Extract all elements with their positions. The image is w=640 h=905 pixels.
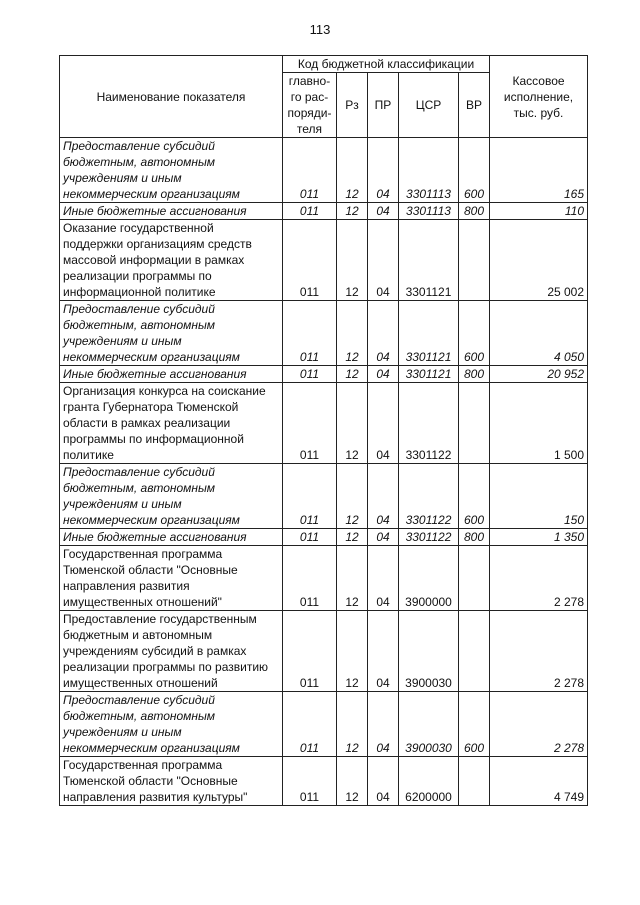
cell-amount: 110 [490,203,588,220]
row-name [60,138,283,203]
cell-csr: 3900030 [399,611,459,692]
row-name-line: имущественных отношений" [63,595,222,609]
header-amount [490,56,588,138]
table-row [60,301,588,366]
cell-grbs: 011 [283,220,337,301]
table-row [60,529,588,546]
table-row [60,546,588,611]
row-name-line: направления развития [63,579,190,593]
cell-amount: 2 278 [490,611,588,692]
cell-csr: 3301121 [399,366,459,383]
row-name-line: реализации программы по развитию [63,660,269,674]
row-name [60,203,283,220]
cell-pr: 04 [368,611,399,692]
cell-csr: 3900030 [399,692,459,757]
cell-amount: 150 [490,464,588,529]
row-name-line: реализации программы по [63,269,212,283]
header-amount-line: исполнение, [503,89,574,104]
row-name [60,692,283,757]
table-row [60,692,588,757]
cell-vr: 600 [459,138,490,203]
cell-rz: 12 [337,692,368,757]
row-name [60,301,283,366]
cell-vr: 600 [459,301,490,366]
cell-pr: 04 [368,366,399,383]
row-name-line: учреждениям и иным [63,334,182,348]
row-name-line: бюджетным, автономным [63,481,216,495]
row-name-line: Предоставление государственным [63,612,257,626]
row-name [60,529,283,546]
cell-rz: 12 [337,220,368,301]
header-name: Наименование показателя [60,56,283,138]
cell-vr [459,546,490,611]
cell-pr: 04 [368,383,399,464]
cell-pr: 04 [368,692,399,757]
row-name-line: некоммерческим организациям [63,513,240,527]
row-name-line: учреждениям и иным [63,497,182,511]
row-name-line: гранта Губернатора Тюменской [63,400,239,414]
row-name-line: программы по информационной [63,432,244,446]
row-name [60,611,283,692]
cell-csr: 3301122 [399,464,459,529]
row-name-line: некоммерческим организациям [63,350,240,364]
cell-pr: 04 [368,138,399,203]
cell-pr: 04 [368,529,399,546]
row-name-line: области в рамках реализации [63,416,231,430]
row-name-line: учреждениям субсидий в рамках [63,644,247,658]
row-name-line: некоммерческим организациям [63,187,240,201]
row-name-line: массовой информации в рамках [63,253,245,267]
header-vr: ВР [459,73,490,138]
cell-pr: 04 [368,301,399,366]
table-row [60,464,588,529]
row-name-line: учреждениям и иным [63,171,182,185]
cell-rz: 12 [337,138,368,203]
cell-amount: 4 749 [490,757,588,806]
row-name-line: направления развития культуры" [63,790,248,804]
header-classification-group: Код бюджетной классификации [283,56,490,73]
header-rz: Рз [337,73,368,138]
cell-grbs: 011 [283,138,337,203]
row-name-line: политике [63,448,114,462]
table-row [60,611,588,692]
cell-vr: 600 [459,464,490,529]
table-row [60,138,588,203]
header-grbs-line: го рас- [290,90,329,104]
cell-grbs: 011 [283,611,337,692]
cell-grbs: 011 [283,366,337,383]
row-name-line: Тюменской области "Основные [63,563,238,577]
cell-amount: 2 278 [490,692,588,757]
cell-grbs: 011 [283,529,337,546]
row-name-line: Иные бюджетные ассигнования [63,367,247,381]
cell-vr [459,220,490,301]
cell-csr: 3301121 [399,301,459,366]
table-row [60,383,588,464]
header-amount-line: Кассовое [512,73,565,88]
row-name-line: поддержки организациям средств [63,237,252,251]
cell-grbs: 011 [283,203,337,220]
cell-grbs: 011 [283,692,337,757]
table-row [60,366,588,383]
row-name-line: учреждениям и иным [63,725,182,739]
row-name-line: некоммерческим организациям [63,741,240,755]
header-grbs-line: главно- [288,74,331,88]
table-header [60,56,588,138]
table-row [60,757,588,806]
row-name-line: Иные бюджетные ассигнования [63,204,247,218]
row-name-line: бюджетным, автономным [63,709,216,723]
cell-csr: 3900000 [399,546,459,611]
header-grbs [283,73,337,138]
row-name [60,220,283,301]
row-name-line: бюджетным, автономным [63,155,216,169]
page-number: 113 [309,22,331,37]
row-name-line: Предоставление субсидий [63,465,215,479]
cell-vr [459,383,490,464]
cell-grbs: 011 [283,546,337,611]
cell-rz: 12 [337,757,368,806]
cell-amount: 165 [490,138,588,203]
row-name-line: Государственная программа [63,758,223,772]
row-name-line: Оказание государственной [63,221,214,235]
row-name [60,546,283,611]
cell-vr: 800 [459,366,490,383]
cell-vr [459,757,490,806]
cell-vr: 600 [459,692,490,757]
cell-rz: 12 [337,203,368,220]
cell-pr: 04 [368,464,399,529]
row-name-line: Предоставление субсидий [63,693,215,707]
row-name-line: Предоставление субсидий [63,302,215,316]
cell-csr: 3301121 [399,220,459,301]
header-grbs-line: поряди- [287,106,332,120]
row-name [60,464,283,529]
header-grbs-line: теля [296,122,323,136]
cell-grbs: 011 [283,757,337,806]
cell-grbs: 011 [283,301,337,366]
cell-rz: 12 [337,464,368,529]
cell-csr: 3301113 [399,203,459,220]
cell-csr: 3301122 [399,529,459,546]
row-name [60,383,283,464]
cell-rz: 12 [337,529,368,546]
cell-rz: 12 [337,383,368,464]
cell-amount: 2 278 [490,546,588,611]
row-name-line: информационной политике [63,285,216,299]
row-name-line: Иные бюджетные ассигнования [63,530,247,544]
header-amount-line: тыс. руб. [513,105,564,120]
row-name-line: Предоставление субсидий [63,139,215,153]
row-name-line: бюджетным, автономным [63,318,216,332]
row-name-line: имущественных отношений [63,676,218,690]
row-name-line: бюджетным и автономным [63,628,213,642]
cell-amount: 1 350 [490,529,588,546]
cell-pr: 04 [368,546,399,611]
cell-grbs: 011 [283,464,337,529]
cell-vr [459,611,490,692]
cell-csr: 3301122 [399,383,459,464]
cell-pr: 04 [368,220,399,301]
row-name-line: Государственная программа [63,547,223,561]
table-row [60,220,588,301]
budget-table [59,55,588,806]
row-name-line: Организация конкурса на соискание [63,384,266,398]
cell-vr: 800 [459,203,490,220]
cell-amount: 20 952 [490,366,588,383]
cell-rz: 12 [337,366,368,383]
cell-amount: 1 500 [490,383,588,464]
cell-grbs: 011 [283,383,337,464]
cell-csr: 6200000 [399,757,459,806]
cell-rz: 12 [337,611,368,692]
table-row [60,203,588,220]
header-pr: ПР [368,73,399,138]
cell-csr: 3301113 [399,138,459,203]
cell-vr: 800 [459,529,490,546]
cell-amount: 25 002 [490,220,588,301]
cell-pr: 04 [368,203,399,220]
header-csr: ЦСР [399,73,459,138]
cell-pr: 04 [368,757,399,806]
cell-rz: 12 [337,301,368,366]
row-name [60,366,283,383]
cell-rz: 12 [337,546,368,611]
row-name [60,757,283,806]
row-name-line: Тюменской области "Основные [63,774,238,788]
table-body [60,138,588,806]
cell-amount: 4 050 [490,301,588,366]
